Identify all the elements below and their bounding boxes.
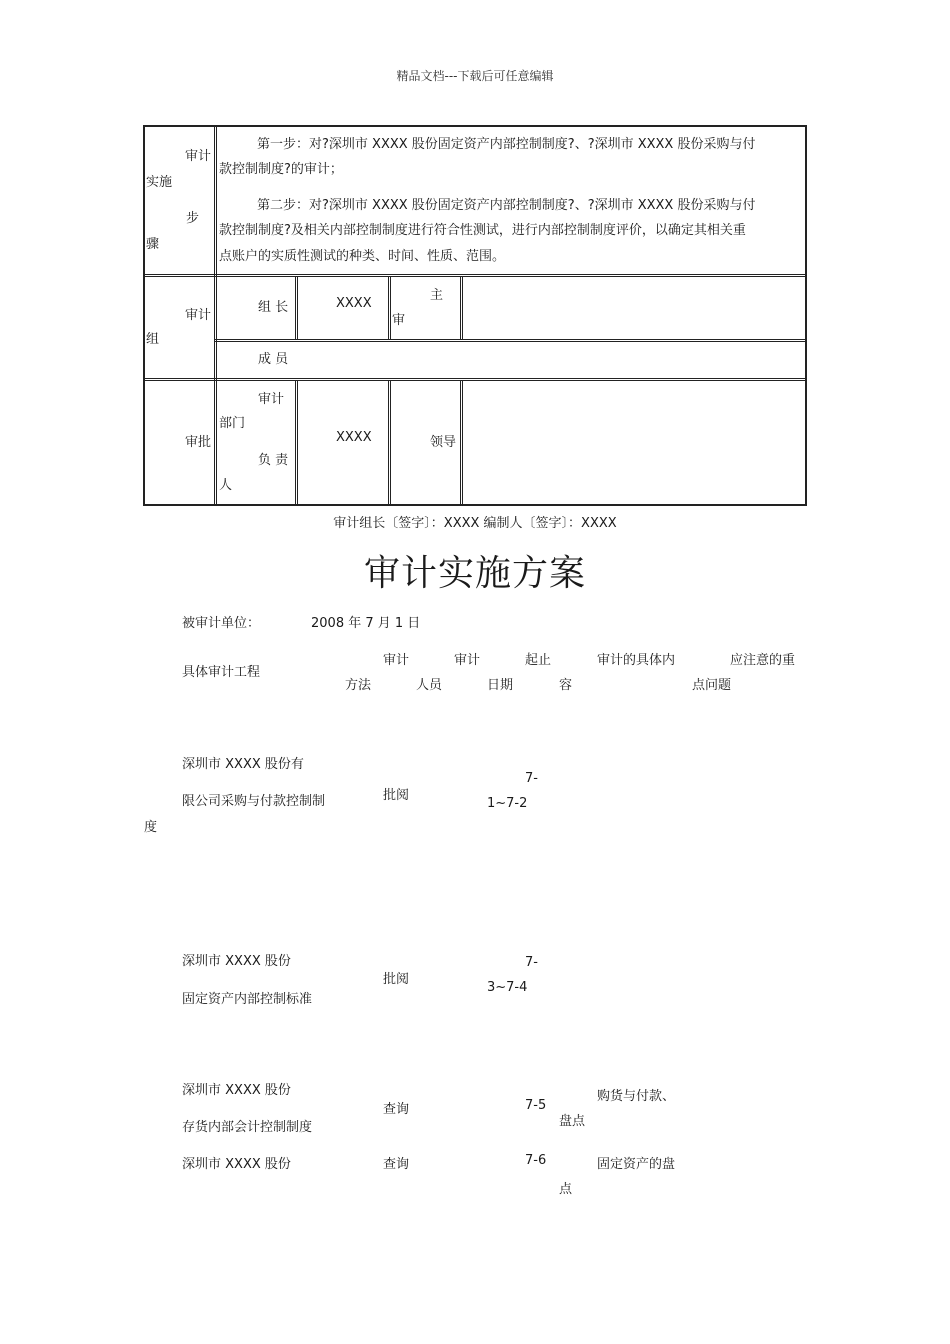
row-item: 固定资产内部控制标准 xyxy=(182,992,313,1007)
col-content: 容 xyxy=(559,678,573,693)
chief-label: 主 xyxy=(430,288,444,303)
dept-label: 审计 xyxy=(258,392,285,407)
col-person: 人员 xyxy=(416,678,443,693)
step2-text: 款控制制度?及相关内部控制制度进行符合性测试，进行内部控制制度评价，以确定其相关重 xyxy=(219,223,746,238)
row-period: 7- xyxy=(525,955,538,970)
col-period: 起止 xyxy=(525,653,552,668)
col-key: 应注意的重 xyxy=(730,653,796,668)
col-method: 审计 xyxy=(383,653,410,668)
chief-label: 审 xyxy=(392,313,406,328)
leader2-label: 领导 xyxy=(430,435,457,450)
date: 2008 年 7 月 1 日 xyxy=(311,616,421,631)
row-content: 点 xyxy=(559,1182,573,1197)
row-period: 1~7-2 xyxy=(487,796,528,811)
group-label: 组 xyxy=(146,332,160,347)
table-divider xyxy=(214,125,217,506)
table-divider xyxy=(388,380,391,506)
dept-label: 人 xyxy=(219,478,233,493)
impl-label: 审计 xyxy=(185,149,212,164)
row-content: 固定资产的盘 xyxy=(597,1157,676,1172)
group-label: 审计 xyxy=(185,308,212,323)
row-item: 度 xyxy=(144,820,158,835)
approve-label: 审批 xyxy=(185,435,212,450)
table-divider xyxy=(143,274,807,277)
table-divider xyxy=(388,276,391,340)
row-content: 盘点 xyxy=(559,1114,586,1129)
document-title: 审计实施方案 xyxy=(363,553,586,594)
row-item: 深圳市 XXXX 股份 xyxy=(182,1157,291,1172)
impl-label: 步 xyxy=(186,211,200,226)
col-method: 方法 xyxy=(345,678,372,693)
row-period: 7- xyxy=(525,771,538,786)
impl-label: 骤 xyxy=(146,237,160,252)
table-divider xyxy=(295,380,298,506)
row-period: 3~7-4 xyxy=(487,980,528,995)
dept-label: 部门 xyxy=(219,416,246,431)
row-content: 购货与付款、 xyxy=(597,1089,676,1104)
row-item: 深圳市 XXXX 股份有 xyxy=(182,757,304,772)
table-divider xyxy=(295,276,298,340)
col-person: 审计 xyxy=(454,653,481,668)
leader-value: XXXX xyxy=(336,296,372,311)
row-method: 查询 xyxy=(383,1157,410,1172)
row-method: 批阅 xyxy=(383,788,410,803)
row-item: 存货内部会计控制制度 xyxy=(182,1120,313,1135)
col-period: 日期 xyxy=(487,678,514,693)
dept-label: 负 责 xyxy=(258,453,289,468)
step2-text: 点账户的实质性测试的种类、时间、性质、范围。 xyxy=(219,249,506,264)
col-item: 具体审计工程 xyxy=(182,665,261,680)
row-period: 7-5 xyxy=(525,1098,547,1113)
page-header: 精品文档---下载后可任意编辑 xyxy=(396,69,554,83)
impl-label: 实施 xyxy=(146,175,173,190)
members-label: 成 员 xyxy=(258,352,289,367)
dept-value: XXXX xyxy=(336,430,372,445)
col-content: 审计的具体内 xyxy=(597,653,676,668)
row-item: 深圳市 XXXX 股份 xyxy=(182,1083,291,1098)
step2-text: 第二步：对?深圳市 XXXX 股份固定资产内部控制制度?、?深圳市 XXXX 股份采购与付 xyxy=(257,198,756,213)
table-divider xyxy=(460,276,463,340)
table-divider xyxy=(143,378,807,381)
leader-label: 组 长 xyxy=(258,300,289,315)
row-period: 7-6 xyxy=(525,1153,547,1168)
col-key: 点问题 xyxy=(692,678,732,693)
row-method: 查询 xyxy=(383,1102,410,1117)
table-divider xyxy=(460,380,463,506)
step1-text: 第一步：对?深圳市 XXXX 股份固定资产内部控制制度?、?深圳市 XXXX 股份采购与付 xyxy=(257,137,756,152)
row-method: 批阅 xyxy=(383,972,410,987)
audited-unit-label: 被审计单位： xyxy=(182,616,261,631)
implementation-table xyxy=(143,125,807,506)
step1-text: 款控制制度?的审计； xyxy=(219,162,343,177)
row-item: 深圳市 XXXX 股份 xyxy=(182,954,291,969)
table-divider xyxy=(215,339,807,342)
signature-line: 审计组长〔签字〕：XXXX 编制人〔签字〕：XXXX xyxy=(333,516,617,531)
row-item: 限公司采购与付款控制制 xyxy=(182,794,326,809)
